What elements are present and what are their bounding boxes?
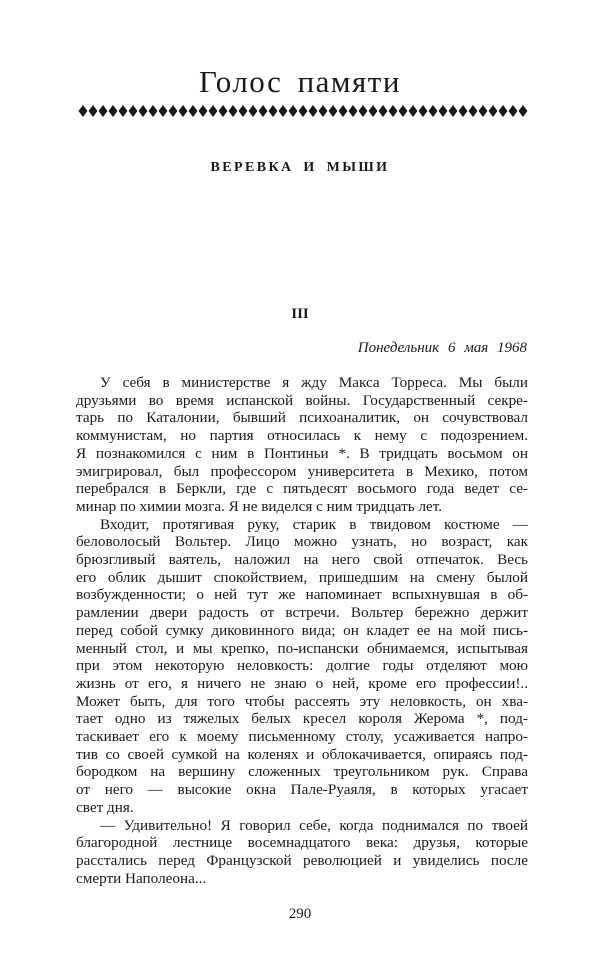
- text-line: рамлении двери радость от встречи. Вольтер бережно держит: [76, 604, 528, 622]
- text-line: эмигрировал, был профессором университета в Мехико, потом: [76, 462, 528, 480]
- ornament-diamond: [409, 105, 418, 117]
- paragraph-1: [76, 374, 528, 516]
- text-line: менный стол, и мы крепко, по-испански обнимаемся, испытывая: [76, 639, 528, 657]
- text-line: его облик дышит спокойствием, пришедшим на смену былой: [76, 568, 528, 586]
- ornament-diamond: [279, 105, 288, 117]
- text-line: тает одно из тяжелых белых кресел короля Жерома *, под-: [76, 710, 528, 728]
- page-number: 290: [288, 906, 312, 922]
- text-line: перебрался в Беркли, где с пятьдесят восьмого года ведет се-: [76, 480, 528, 498]
- ornament-diamond: [329, 105, 338, 117]
- ornament-diamond: [239, 105, 248, 117]
- text-line: У себя в министерстве я жду Макса Торреса. Мы были: [100, 374, 528, 391]
- ornament-diamond: [259, 105, 268, 117]
- text-line: Может быть, для того чтобы рассеять эту неловкость, он хва-: [76, 692, 528, 710]
- text-line: Входит, протягивая руку, старик в твидовом костюме —: [100, 515, 528, 533]
- ornament-diamond: [519, 105, 528, 117]
- ornament-diamond: [129, 105, 138, 117]
- paragraph-3: [76, 817, 528, 888]
- text-line: благородной лестнице восемнадцатого века: друзья, которые: [76, 834, 528, 852]
- text-line: друзьями во время испанской войны. Государственный секре-: [76, 391, 528, 409]
- ornament-diamond: [219, 105, 228, 117]
- text-line: при этом некоторую неловкость: долгие годы отделяют мою: [76, 657, 528, 675]
- ornament-diamond: [489, 105, 498, 117]
- ornament-diamond: [479, 105, 488, 117]
- ornament-diamond: [119, 105, 128, 117]
- ornament-diamond: [509, 105, 518, 117]
- text-line: минар по химии мозга. Я не виделся с ним тридцать лет.: [76, 497, 443, 515]
- text-line: Я познакомился с ним в Понтиньи *. В тридцать восьмом он: [76, 444, 528, 462]
- text-line: таскивает его к моему письменному столу, усаживается напро-: [76, 728, 528, 746]
- ornament-diamond: [299, 105, 308, 117]
- ornament-diamond: [459, 105, 468, 117]
- ornament-diamond: [169, 105, 178, 117]
- text-line: расстались перед Французской революцией и увиделись после: [76, 851, 528, 869]
- ornament-diamond: [369, 105, 378, 117]
- text-line: тарь по Каталонии, бывший психоаналитик, он сочувствовал: [76, 409, 528, 427]
- text-line: тив со своей сумкой на коленях и облокачивается, опираясь под-: [76, 745, 528, 763]
- ornament-diamond: [209, 105, 218, 117]
- text-line: беловолосый Вольтер. Лицо можно узнать, но возраст, как: [76, 533, 528, 551]
- ornament-diamond: [419, 105, 428, 117]
- text-line: коммунистам, но партия относилась к нему с подозрением.: [76, 427, 528, 445]
- ornament-diamond: [269, 105, 278, 117]
- ornament-diamond: [179, 105, 188, 117]
- ornament-diamond: [389, 105, 398, 117]
- text-line: перед собой сумку диковинного вида; он кладет ее на мой пись-: [76, 621, 528, 639]
- section-number: III: [291, 306, 309, 322]
- ornament-diamond: [159, 105, 168, 117]
- ornament-diamond: [229, 105, 238, 117]
- ornament-diamond: [249, 105, 258, 117]
- ornament-diamond: [499, 105, 508, 117]
- ornament-diamond: [189, 105, 198, 117]
- ornament-diamond: [359, 105, 368, 117]
- ornament-diamond: [469, 105, 478, 117]
- body-text: [76, 374, 528, 887]
- ornament-diamond: [309, 105, 318, 117]
- paragraph-2: [76, 516, 528, 817]
- ornament-diamond: [149, 105, 158, 117]
- ornament-diamond: [109, 105, 118, 117]
- ornament-diamond: [89, 105, 98, 117]
- dateline: Понедельник 6 мая 1968: [357, 340, 527, 356]
- ornament-diamond: [79, 105, 88, 117]
- ornament-diamond: [139, 105, 148, 117]
- ornament-diamond: [319, 105, 328, 117]
- text-line: жизнь от его, я ничего не знаю о ней, кроме его профессии!..: [76, 674, 528, 692]
- ornament-diamond: [439, 105, 448, 117]
- ornament-diamond: [289, 105, 298, 117]
- text-line: смерти Наполеона...: [76, 869, 207, 887]
- chapter-title: ВЕРЕВКА И МЫШИ: [210, 160, 390, 175]
- ornament-diamond: [399, 105, 408, 117]
- text-line: от него — высокие окна Пале-Руаяля, в которых угасает: [76, 781, 528, 799]
- ornament-diamond: [349, 105, 358, 117]
- running-head-title: Голос памяти: [199, 64, 401, 99]
- text-line: бородком на вершину сложенных треугольником рук. Справа: [76, 763, 528, 781]
- ornament-diamond: [99, 105, 108, 117]
- ornament-diamond: [199, 105, 208, 117]
- text-line: брюзгливый ваятель, наложил на него свой отпечаток. Весь: [76, 551, 528, 569]
- ornament-diamond: [379, 105, 388, 117]
- ornamental-rule: [78, 104, 528, 118]
- text-line: возбужденности; о ней тут же напоминает вспыхнувшая в об-: [76, 586, 528, 604]
- ornament-diamond: [339, 105, 348, 117]
- ornament-diamond: [449, 105, 458, 117]
- ornament-diamond: [429, 105, 438, 117]
- text-line: свет дня.: [76, 798, 134, 816]
- text-line: — Удивительно! Я говорил себе, когда поднимался по твоей: [100, 816, 528, 834]
